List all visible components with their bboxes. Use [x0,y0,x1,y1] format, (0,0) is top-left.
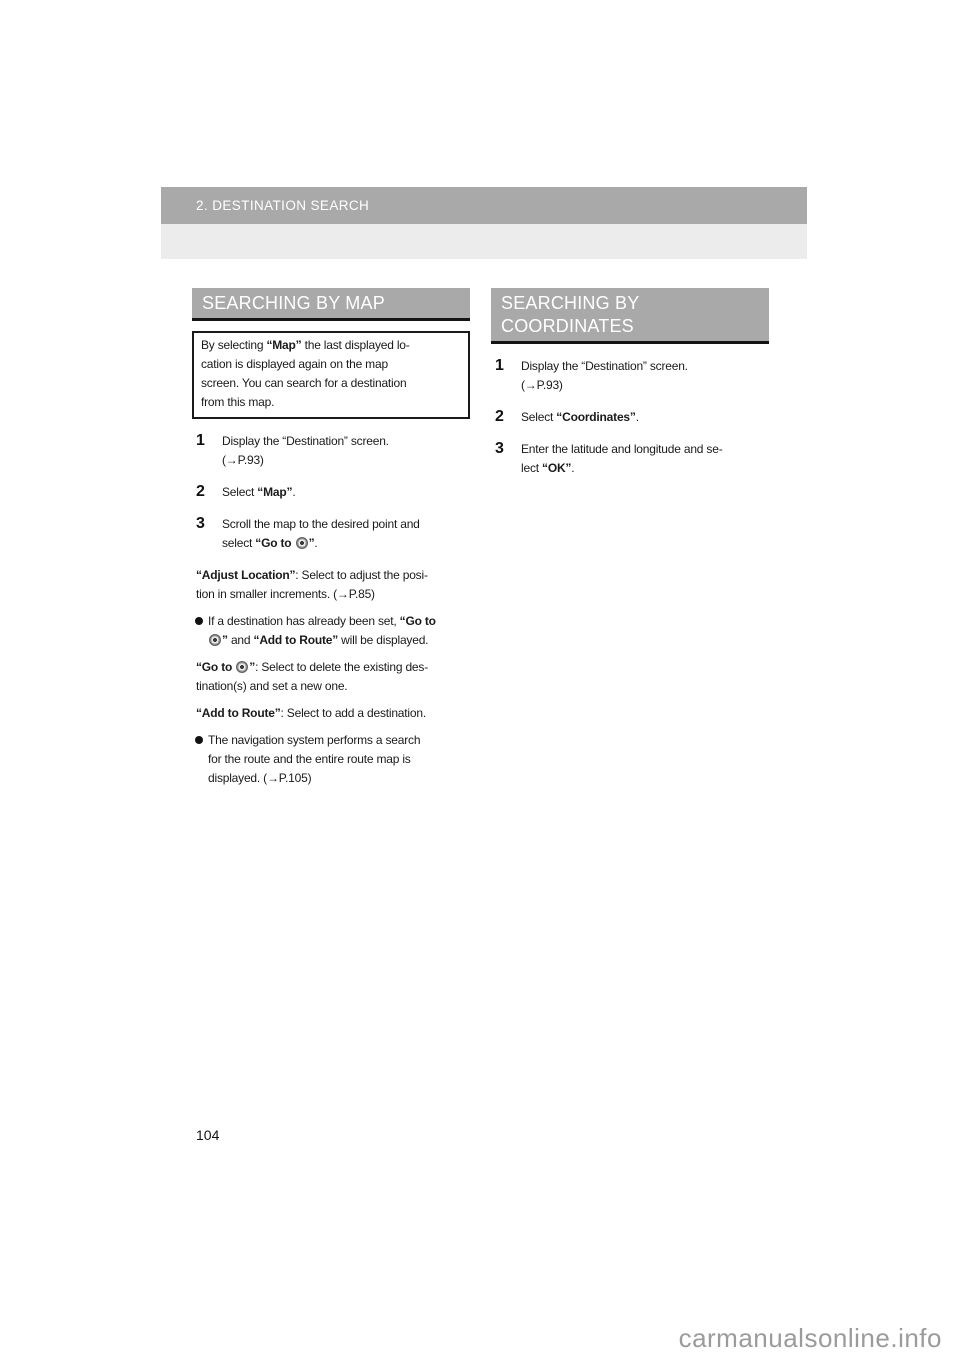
note-route-search [192,731,470,788]
step-number: 2 [495,408,504,425]
note-text: “Adjust Location”: Select to adjust the posi- tion in smaller increments. (→P.85) [196,568,428,601]
chapter-title: 2. DESTINATION SEARCH [196,198,370,213]
step-1 [192,432,470,470]
watermark-text: carmanualsonline.info [678,1323,942,1353]
steps-searching-by-map [192,432,470,553]
chapter-header-subband [161,224,807,259]
step-text: Select “Map”. [222,485,296,499]
step-number: 3 [495,440,504,457]
step-text: Display the “Destination” screen. (→P.93) [521,359,688,392]
note-go-to [192,658,470,696]
section-title-line: SEARCHING BY [501,293,640,313]
note-text: “Go to ”: Select to delete the existing des- tination(s) and set a new one. [196,660,428,693]
step-number: 1 [196,432,205,449]
info-box-text: By selecting “Map” the last displayed lo- cation is displayed again on the map screen. You can search for a destination from this map. [201,338,410,409]
note-add-to-route [192,704,470,723]
note-adjust-location [192,566,470,604]
note-destination-already-set [192,612,470,650]
step-number: 1 [495,357,504,374]
step-number: 3 [196,515,205,532]
step-1 [491,357,769,395]
note-text: If a destination has already been set, “Go to ” and “Add to Route” will be displayed. [208,614,436,647]
section-header-searching-by-coordinates [491,288,769,344]
go-to-destination-icon [209,634,221,646]
right-column [491,288,769,491]
note-text: “Add to Route”: Select to add a destination. [196,706,426,720]
step-3 [192,515,470,553]
step-number: 2 [196,483,205,500]
step-text: Scroll the map to the desired point and select “Go to ”. [222,517,420,550]
info-box-map-description [192,331,470,419]
step-2 [491,408,769,427]
section-header-searching-by-map [192,288,470,321]
bullet-icon [195,617,203,625]
step-text: Display the “Destination” screen. (→P.93) [222,434,389,467]
section-title-line: SEARCHING BY MAP [202,293,385,313]
step-2 [192,483,470,502]
bullet-icon [195,736,203,744]
steps-searching-by-coordinates [491,357,769,478]
go-to-destination-icon [296,537,308,549]
step-text: Enter the latitude and longitude and se- lect “OK”. [521,442,723,475]
step-text: Select “Coordinates”. [521,410,639,424]
chapter-header-bar [161,187,807,224]
go-to-destination-icon [236,661,248,673]
left-column [192,288,470,788]
page-number: 104 [196,1127,220,1143]
section-title-line: COORDINATES [501,316,634,336]
note-text: The navigation system performs a search for the route and the entire route map is displayed. (→P.105) [208,733,421,785]
step-3 [491,440,769,478]
